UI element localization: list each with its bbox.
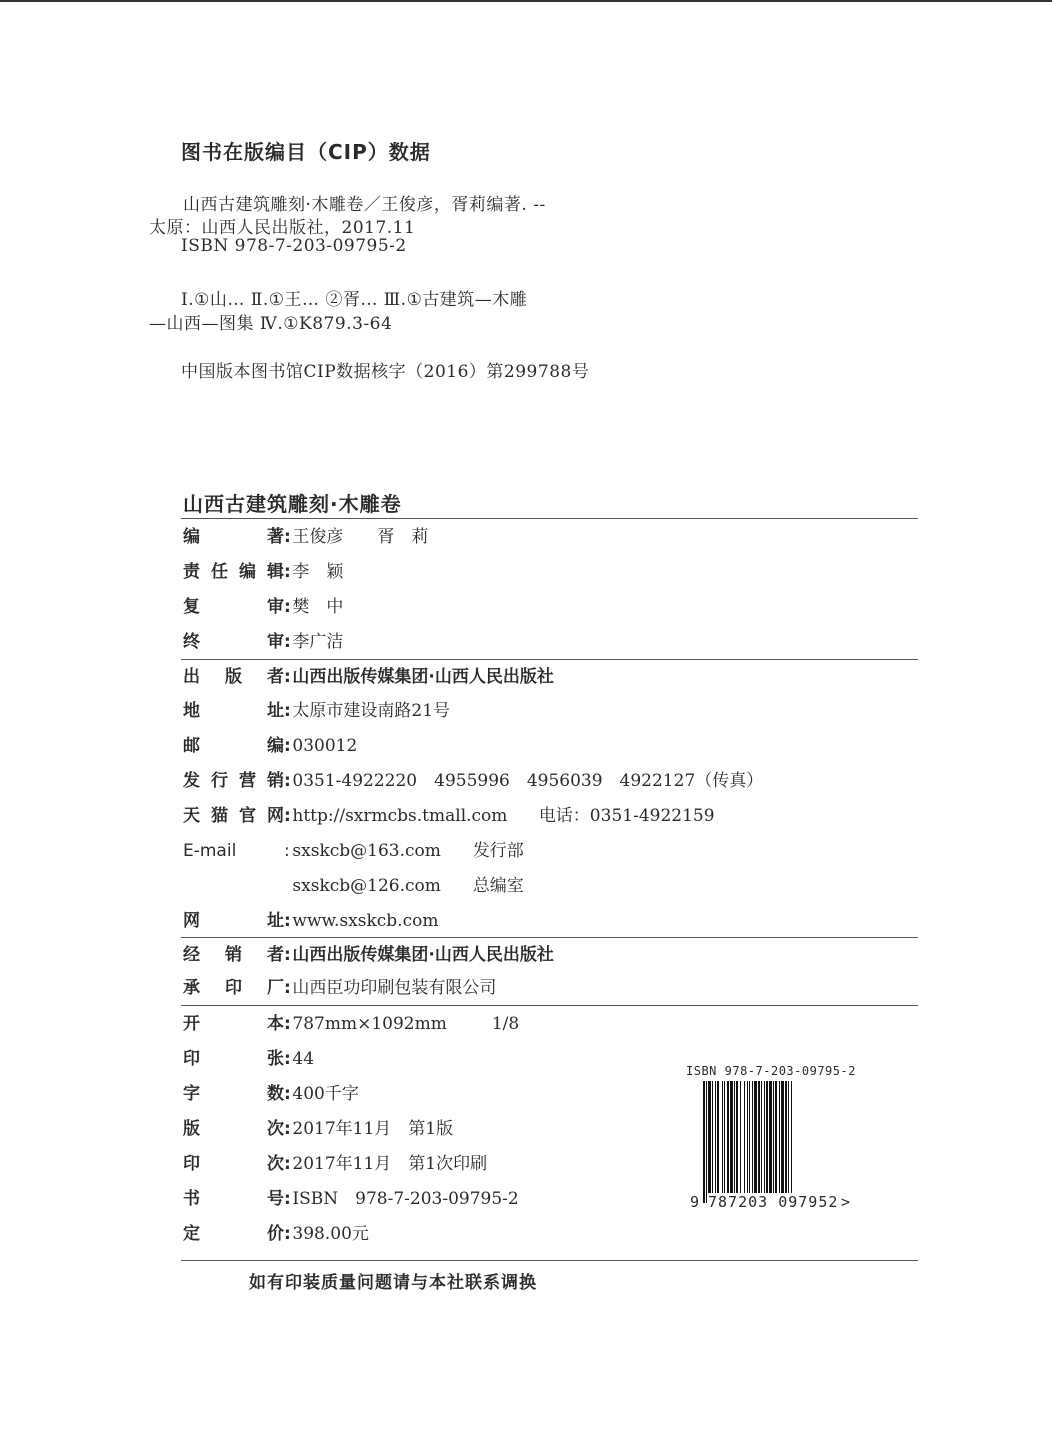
row-label: 复审 xyxy=(183,597,284,617)
isbn-barcode xyxy=(702,1081,842,1203)
row-value: 0351-4922220 4955996 4956039 4922127（传真） xyxy=(292,771,764,791)
row-label: E-mail xyxy=(183,841,237,861)
email-link[interactable]: sxskcb@126.com xyxy=(292,876,441,896)
barcode-bar xyxy=(724,1081,725,1193)
credit-row-editor: 责任编辑: 李 颖 xyxy=(183,558,343,586)
barcode-bar xyxy=(788,1081,789,1193)
cip-class-line1: Ⅰ.①山… Ⅱ.①王… ②胥… Ⅲ.①古建筑—木雕 xyxy=(181,290,528,310)
barcode-bar xyxy=(785,1081,787,1193)
barcode-bar xyxy=(734,1081,735,1193)
row-label: 网址 xyxy=(183,911,284,931)
barcode-bar xyxy=(769,1081,772,1193)
barcode-bar xyxy=(744,1081,745,1193)
barcode-bar xyxy=(736,1081,738,1193)
spec-row-isbn: 书号: ISBN 978-7-203-09795-2 xyxy=(183,1185,519,1213)
row-value: 山西出版传媒集团·山西人民出版社 xyxy=(292,945,554,965)
book-title: 山西古建筑雕刻·木雕卷 xyxy=(183,492,402,516)
barcode-bar xyxy=(749,1081,750,1203)
row-value: 030012 xyxy=(292,736,358,756)
barcode-isbn-text: ISBN 978-7-203-09795-2 xyxy=(686,1064,856,1078)
credit-row-final-review: 终审: 李广洁 xyxy=(183,628,343,656)
spec-row-edition: 版次: 2017年11月 第1版 xyxy=(183,1115,453,1143)
row-value: 2017年11月 第1版 xyxy=(292,1119,454,1139)
row-label: 天猫官网 xyxy=(183,806,284,826)
cip-approval-line: 中国版本图书馆CIP数据核字（2016）第299788号 xyxy=(181,362,590,382)
barcode-bar xyxy=(722,1081,723,1193)
row-label: 经销者 xyxy=(183,945,284,965)
row-value: 400千字 xyxy=(292,1084,359,1104)
barcode-digits: 787203 097952 xyxy=(708,1193,839,1211)
top-border xyxy=(0,0,1052,2)
barcode-bar xyxy=(703,1081,705,1203)
cip-class-line2: —山西—图集 Ⅳ.①K879.3-64 xyxy=(149,314,393,334)
website-row: 网址: www.sxskcb.com xyxy=(183,907,438,935)
barcode-bar xyxy=(779,1081,780,1193)
divider xyxy=(181,659,918,660)
distributor-row: 经销者: 山西出版传媒集团·山西人民出版社 xyxy=(183,941,554,969)
row-value: 787mm×1092mm xyxy=(292,1014,447,1034)
row-label: 版次 xyxy=(183,1119,284,1139)
barcode-bar xyxy=(775,1081,777,1193)
barcode-bar xyxy=(712,1081,713,1193)
email-dept: 总编室 xyxy=(472,876,524,896)
barcode-bar xyxy=(764,1081,765,1193)
spec-row-words: 字数: 400千字 xyxy=(183,1080,359,1108)
row-value: 太原市建设南路21号 xyxy=(292,701,451,721)
email-row: E-mail : sxskcb@163.com 发行部 xyxy=(183,837,524,865)
row-label: 定价 xyxy=(183,1224,284,1244)
barcode-bar xyxy=(747,1081,748,1193)
barcode-bar xyxy=(717,1081,719,1193)
row-label: 承印厂 xyxy=(183,978,284,998)
row-label: 开本 xyxy=(183,1014,284,1034)
row-value: 山西臣功印刷包装有限公司 xyxy=(292,978,497,998)
spec-row-format: 开本: 787mm×1092mm 1/8 xyxy=(183,1010,519,1038)
row-label: 地址 xyxy=(183,701,284,721)
spec-row-sheets: 印张: 44 xyxy=(183,1045,314,1073)
row-value: 2017年11月 第1次印刷 xyxy=(292,1154,488,1174)
email-row-2 xyxy=(183,872,524,900)
barcode-bar xyxy=(758,1081,760,1193)
cip-isbn-line: ISBN 978-7-203-09795-2 xyxy=(181,236,407,256)
row-label: 责任编辑 xyxy=(183,562,284,582)
barcode-bar xyxy=(740,1081,741,1193)
cip-title: 图书在版编目（CIP）数据 xyxy=(181,140,431,164)
row-label: 书号 xyxy=(183,1189,284,1209)
row-value: 李广洁 xyxy=(292,632,344,652)
barcode-bar xyxy=(752,1081,753,1193)
barcode-bar xyxy=(791,1081,792,1203)
row-value: ISBN 978-7-203-09795-2 xyxy=(292,1189,519,1209)
cip-entry-line2: 太原：山西人民出版社，2017.11 xyxy=(149,218,416,238)
barcode-bar xyxy=(761,1081,762,1193)
address-row: 地址: 太原市建设南路21号 xyxy=(183,697,450,725)
postcode-row: 邮编: 030012 xyxy=(183,732,357,760)
row-value: 山西出版传媒集团·山西人民出版社 xyxy=(292,667,554,687)
cip-entry-line1: 山西古建筑雕刻·木雕卷／王俊彦，胥莉编著. -- xyxy=(183,195,546,215)
barcode-bar xyxy=(781,1081,784,1193)
row-label: 字数 xyxy=(183,1084,284,1104)
publisher-row: 出版者: 山西出版传媒集团·山西人民出版社 xyxy=(183,663,554,691)
row-label: 发行营销 xyxy=(183,771,284,791)
marketing-row: 发行营销: 0351-4922220 4955996 4956039 4922127（传真） xyxy=(183,767,763,795)
phone-text: 电话：0351-4922159 xyxy=(538,806,715,826)
divider xyxy=(181,518,918,519)
spec-row-price: 定价: 398.00元 xyxy=(183,1220,369,1248)
barcode-bar xyxy=(727,1081,729,1193)
barcode-arrow: > xyxy=(841,1193,851,1211)
barcode-bar xyxy=(766,1081,768,1193)
row-label: 终审 xyxy=(183,632,284,652)
row-value: 王俊彦 胥 莉 xyxy=(292,527,429,547)
row-value: 398.00元 xyxy=(292,1224,369,1244)
barcode-bar xyxy=(754,1081,757,1193)
row-label: 印次 xyxy=(183,1154,284,1174)
divider xyxy=(181,1260,918,1261)
tmall-row: 天猫官网: http://sxrmcbs.tmall.com 电话：0351-4922159 xyxy=(183,802,715,830)
tmall-link[interactable]: http://sxrmcbs.tmall.com xyxy=(292,806,508,826)
row-label: 印张 xyxy=(183,1049,284,1069)
row-value: 44 xyxy=(292,1049,315,1069)
website-link[interactable]: www.sxskcb.com xyxy=(292,911,439,931)
spec-row-printing: 印次: 2017年11月 第1次印刷 xyxy=(183,1150,487,1178)
email-dept: 发行部 xyxy=(472,841,524,861)
barcode-bar xyxy=(708,1081,711,1193)
barcode-bar xyxy=(730,1081,733,1193)
barcode-first-digit: 9 xyxy=(690,1193,700,1211)
divider xyxy=(181,937,918,938)
email-link[interactable]: sxskcb@163.com xyxy=(292,841,441,861)
divider xyxy=(181,1005,918,1006)
barcode-bar xyxy=(773,1081,774,1193)
credit-row-review: 复审: 樊 中 xyxy=(183,593,343,621)
printer-row: 承印厂: 山西臣功印刷包装有限公司 xyxy=(183,974,496,1002)
row-label: 编著 xyxy=(183,527,284,547)
barcode-bar xyxy=(706,1081,707,1203)
row-value: 李 颖 xyxy=(292,562,344,582)
quality-notice: 如有印装质量问题请与本社联系调换 xyxy=(249,1273,537,1293)
row-label: 出版者 xyxy=(183,667,284,687)
row-label: 邮编 xyxy=(183,736,284,756)
row-value: 樊 中 xyxy=(292,597,344,617)
barcode-bar xyxy=(715,1081,716,1193)
row-extra: 1/8 xyxy=(491,1014,520,1034)
credit-row-author: 编著: 王俊彦 胥 莉 xyxy=(183,523,428,551)
